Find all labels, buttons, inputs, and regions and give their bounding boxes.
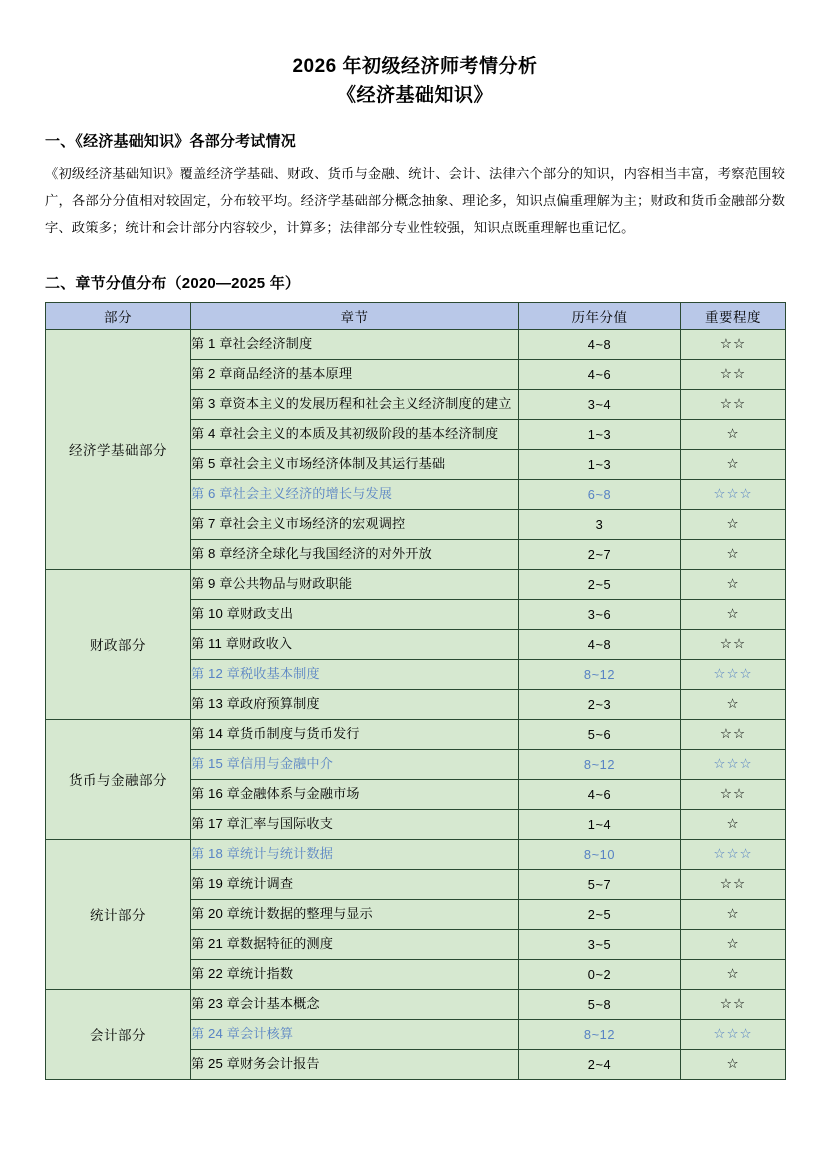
importance-rating: ☆☆☆	[681, 479, 786, 509]
chapter-cell: 第 2 章商品经济的基本原理	[191, 359, 519, 389]
score-cell: 1~3	[519, 449, 681, 479]
importance-rating: ☆☆	[681, 329, 786, 359]
chapter-cell: 第 8 章经济全球化与我国经济的对外开放	[191, 539, 519, 569]
part-cell: 会计部分	[46, 989, 191, 1079]
importance-rating: ☆☆	[681, 989, 786, 1019]
importance-rating: ☆	[681, 509, 786, 539]
importance-rating: ☆☆	[681, 389, 786, 419]
importance-rating: ☆☆☆	[681, 839, 786, 869]
column-header-score: 历年分值	[519, 302, 681, 329]
chapter-cell: 第 16 章金融体系与金融市场	[191, 779, 519, 809]
score-cell: 2~5	[519, 899, 681, 929]
part-cell: 财政部分	[46, 569, 191, 719]
score-cell: 2~4	[519, 1049, 681, 1079]
score-cell: 5~6	[519, 719, 681, 749]
chapter-cell: 第 15 章信用与金融中介	[191, 749, 519, 779]
chapter-cell: 第 23 章会计基本概念	[191, 989, 519, 1019]
score-cell: 4~6	[519, 779, 681, 809]
importance-rating: ☆☆	[681, 719, 786, 749]
document-subtitle: 《经济基础知识》	[336, 85, 493, 107]
table-row	[46, 329, 786, 359]
score-cell: 8~12	[519, 659, 681, 689]
score-cell: 1~4	[519, 809, 681, 839]
score-cell: 3~6	[519, 599, 681, 629]
importance-rating: ☆	[681, 569, 786, 599]
chapter-cell: 第 11 章财政收入	[191, 629, 519, 659]
importance-rating: ☆☆	[681, 359, 786, 389]
part-cell: 货币与金融部分	[46, 719, 191, 839]
score-cell: 2~7	[519, 539, 681, 569]
importance-rating: ☆☆☆	[681, 749, 786, 779]
score-cell: 3~4	[519, 389, 681, 419]
chapter-cell: 第 20 章统计数据的整理与显示	[191, 899, 519, 929]
importance-rating: ☆	[681, 1049, 786, 1079]
chapter-cell: 第 13 章政府预算制度	[191, 689, 519, 719]
score-cell: 4~6	[519, 359, 681, 389]
importance-rating: ☆	[681, 539, 786, 569]
score-cell: 8~12	[519, 749, 681, 779]
table-row	[46, 569, 786, 599]
importance-rating: ☆	[681, 899, 786, 929]
score-cell: 4~8	[519, 329, 681, 359]
chapter-cell: 第 7 章社会主义市场经济的宏观调控	[191, 509, 519, 539]
score-cell: 6~8	[519, 479, 681, 509]
chapter-cell: 第 4 章社会主义的本质及其初级阶段的基本经济制度	[191, 419, 519, 449]
chapter-cell: 第 22 章统计指数	[191, 959, 519, 989]
importance-rating: ☆☆☆	[681, 1019, 786, 1049]
importance-rating: ☆☆☆	[681, 659, 786, 689]
table-header	[46, 302, 786, 329]
table-row	[46, 719, 786, 749]
importance-rating: ☆	[681, 599, 786, 629]
column-header-chapter: 章节	[191, 302, 519, 329]
chapter-cell: 第 9 章公共物品与财政职能	[191, 569, 519, 599]
table-header-row	[46, 302, 786, 329]
score-cell: 8~12	[519, 1019, 681, 1049]
section-1-heading: 一、《经济基础知识》各部分考试情况	[45, 132, 296, 150]
score-cell: 2~5	[519, 569, 681, 599]
chapter-cell: 第 24 章会计核算	[191, 1019, 519, 1049]
part-cell: 统计部分	[46, 839, 191, 989]
importance-rating: ☆☆	[681, 869, 786, 899]
score-cell: 4~8	[519, 629, 681, 659]
importance-rating: ☆☆	[681, 629, 786, 659]
importance-rating: ☆☆	[681, 779, 786, 809]
importance-rating: ☆	[681, 929, 786, 959]
chapter-cell: 第 3 章资本主义的发展历程和社会主义经济制度的建立	[191, 389, 519, 419]
chapter-cell: 第 19 章统计调查	[191, 869, 519, 899]
chapter-cell: 第 21 章数据特征的测度	[191, 929, 519, 959]
score-cell: 5~7	[519, 869, 681, 899]
document-title: 2026 年初级经济师考情分析	[292, 56, 538, 77]
chapter-cell: 第 10 章财政支出	[191, 599, 519, 629]
score-cell: 2~3	[519, 689, 681, 719]
importance-rating: ☆	[681, 809, 786, 839]
column-header-part: 部分	[46, 302, 191, 329]
chapter-cell: 第 12 章税收基本制度	[191, 659, 519, 689]
score-cell: 8~10	[519, 839, 681, 869]
section-2-heading: 二、章节分值分布（2020—2025 年）	[45, 274, 301, 292]
chapter-cell: 第 14 章货币制度与货币发行	[191, 719, 519, 749]
section-1-paragraph: 《初级经济基础知识》覆盖经济学基础、财政、货币与金融、统计、会计、法律六个部分的知识，内容相当丰富，考察范围较广，各部分分值相对较固定，分布较平均。经济学基础部分概念抽象、理论多，知识点偏重理解为主；财政和货币金融部分数字、政策多；统计和会计部分内容较少，计算多；法律部分专业性较强，知识点既重理解也重记忆。	[45, 165, 785, 236]
chapter-cell: 第 17 章汇率与国际收支	[191, 809, 519, 839]
chapter-score-table	[45, 302, 786, 1080]
score-cell: 3	[519, 509, 681, 539]
chapter-cell: 第 18 章统计与统计数据	[191, 839, 519, 869]
score-cell: 1~3	[519, 419, 681, 449]
chapter-cell: 第 5 章社会主义市场经济体制及其运行基础	[191, 449, 519, 479]
importance-rating: ☆	[681, 419, 786, 449]
score-cell: 3~5	[519, 929, 681, 959]
score-cell: 5~8	[519, 989, 681, 1019]
score-cell: 0~2	[519, 959, 681, 989]
importance-rating: ☆	[681, 449, 786, 479]
part-cell: 经济学基础部分	[46, 329, 191, 569]
chapter-cell: 第 1 章社会经济制度	[191, 329, 519, 359]
table-body	[46, 329, 786, 1079]
importance-rating: ☆	[681, 959, 786, 989]
column-header-importance: 重要程度	[681, 302, 786, 329]
table-row	[46, 989, 786, 1019]
chapter-cell: 第 25 章财务会计报告	[191, 1049, 519, 1079]
table-row	[46, 839, 786, 869]
importance-rating: ☆	[681, 689, 786, 719]
chapter-cell: 第 6 章社会主义经济的增长与发展	[191, 479, 519, 509]
